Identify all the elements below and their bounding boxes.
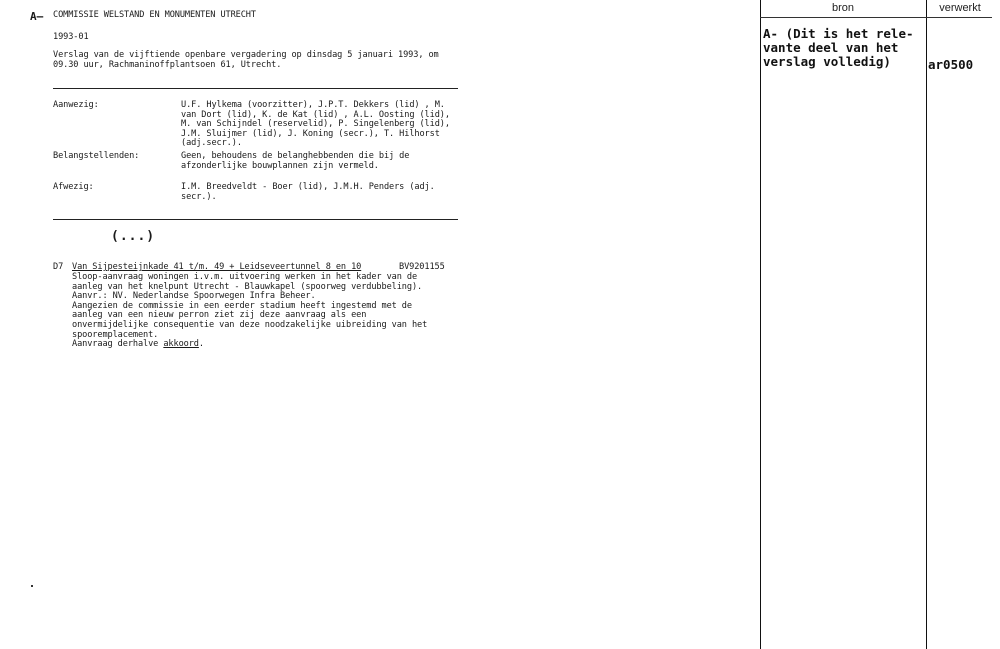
attendance-interested-text: [181, 152, 409, 171]
source-note: A- (Dit is het rele- vante deel van het verslag volledig): [763, 26, 914, 69]
item-line: Aangezien de commissie in een eerder stadium heeft ingestemd met de: [72, 300, 412, 311]
intro-text: [53, 51, 439, 70]
doc-number: 1993-01: [53, 32, 89, 42]
item-body: [72, 273, 427, 350]
item-conclusion: [72, 340, 427, 350]
omission-ellipsis: (...): [111, 229, 156, 244]
item-line: Sloop-aanvraag woningen i.v.m. uitvoering werken in het kader van de: [72, 272, 418, 282]
intro-line: Verslag van de vijftiende openbare vergadering op dinsdag 5 januari 1993, om: [53, 50, 439, 60]
attendance-label-present: Aanwezig:: [53, 100, 99, 110]
item-title: Van Sijpesteijnkade 41 t/m. 49 + Leidseveertunnel 8 en 10: [72, 262, 362, 272]
attendance-line: I.M. Breedveldt - Boer (lid), J.M.H. Penders (adj.: [181, 182, 435, 192]
item-line: spooremplacement.: [72, 329, 159, 340]
attendance-label-interested: Belangstellenden:: [53, 151, 140, 161]
attendance-line: (adj.secr.).: [181, 138, 242, 149]
registration-columns: [760, 0, 1000, 649]
header-rule: [760, 17, 992, 18]
attendance-line: J.M. Sluijmer (lid), J. Koning (secr.), T. Hilhorst: [181, 128, 440, 139]
conclusion-suffix: .: [198, 339, 204, 350]
item-line: Aanvr.: NV. Nederlandse Spoorwegen Infra Beheer.: [72, 291, 316, 302]
divider-top: [53, 88, 458, 89]
column-divider-middle: [926, 0, 927, 649]
conclusion-word: akkoord: [163, 339, 199, 350]
attendance-absent-names: [181, 183, 435, 202]
item-reference: BV9201155: [399, 262, 445, 272]
attendance-present-names: [181, 101, 450, 149]
divider-bottom: [53, 219, 458, 220]
column-divider-left: [760, 0, 761, 649]
attendance-line: afzonderlijke bouwplannen zijn vermeld.: [181, 160, 379, 171]
column-header-bron: bron: [831, 2, 855, 14]
item-line: aanleg van het knelpunt Utrecht - Blauwkapel (spoorweg verdubbeling).: [72, 281, 423, 292]
attendance-line: Geen, behoudens de belanghebbenden die bij de: [181, 151, 410, 161]
intro-line: 09.30 uur, Rachmaninoffplantsoen 61, Utrecht.: [53, 59, 282, 70]
org-title: COMMISSIE WELSTAND EN MONUMENTEN UTRECHT: [53, 10, 256, 20]
attendance-line: U.F. Hylkema (voorzitter), J.P.T. Dekkers (lid) , M.: [181, 100, 445, 110]
attendance-line: M. van Schijndel (reservelid), P. Singelenberg (lid),: [181, 119, 450, 130]
conclusion-prefix: Aanvraag derhalve: [72, 339, 164, 350]
item-line: aanleg van een nieuw perron ziet zij deze aanvraag als een: [72, 310, 367, 321]
column-header-verwerkt: verwerkt: [939, 2, 981, 14]
item-code: D7: [53, 262, 64, 272]
attendance-label-absent: Afwezig:: [53, 182, 94, 192]
processed-reference: ar0500: [928, 57, 974, 72]
item-line: onvermijdelijke consequentie van deze noodzakelijke uibreiding van het: [72, 319, 428, 330]
attendance-line: secr.).: [181, 191, 217, 202]
attendance-line: van Dort (lid), K. de Kat (lid) , A.L. Oosting (lid),: [181, 109, 450, 120]
section-marker: A—: [30, 10, 44, 23]
scan-dot: [31, 585, 33, 587]
